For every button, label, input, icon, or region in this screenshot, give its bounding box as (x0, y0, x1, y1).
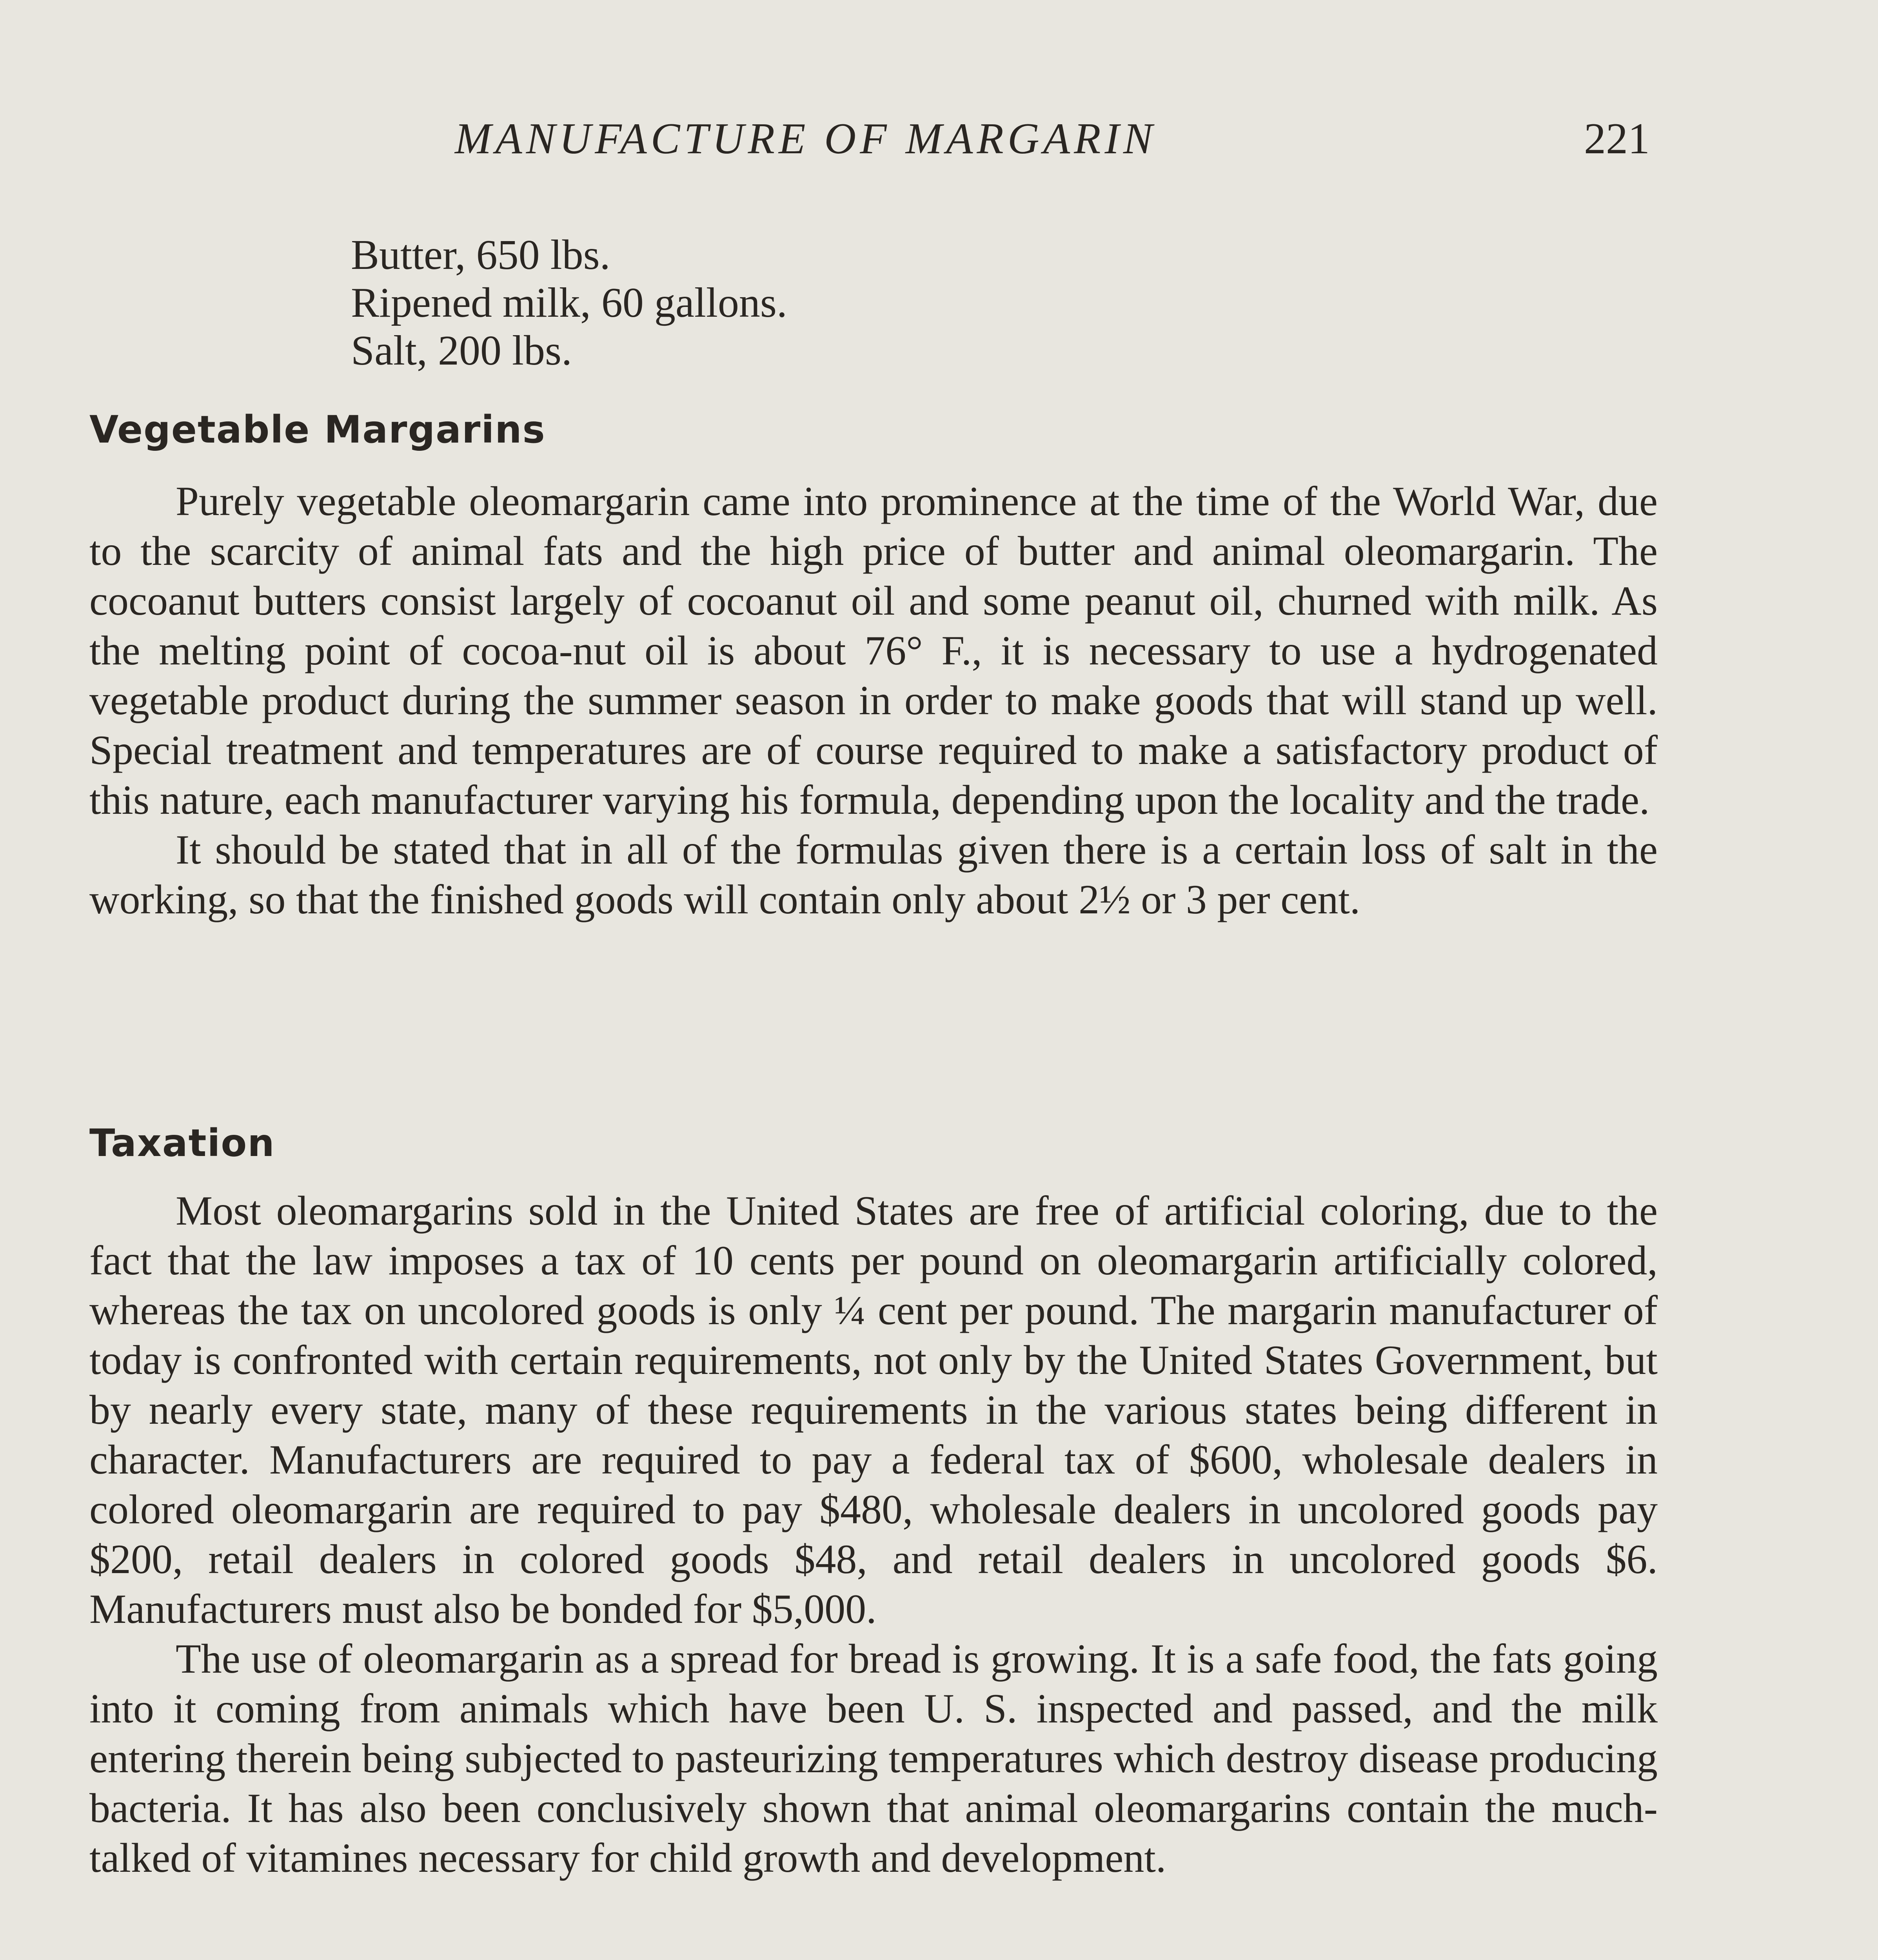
paragraph: Purely vegetable oleomargarin came into prominence at the time of the World War, due to the scarcity of animal fats and the high price of butter and animal oleomargarin. The cocoanut butters consist largely of cocoanut oil and some peanut oil, churned with milk. As the melting point of cocoa-nut oil is about 76° F., it is necessary to use a hydrogenated vegetable product during the summer season in order to make goods that will stand up well. Special treatment and temperatures are of course required to make a satisfactory product of this nature, each manufacturer varying his formula, depending upon the locality and the trade. (89, 478, 1658, 823)
section-heading-taxation: Taxation (89, 1121, 275, 1165)
page-number: 221 (1584, 114, 1650, 163)
paragraph: The use of oleomargarin as a spread for bread is growing. It is a safe food, the fats going into it coming from animals which have been U. S. inspected and passed, and the milk entering therein being subjected to pasteurizing temperatures which destroy disease producing bacteria. It has also been conclusively shown that animal oleomargarins contain the much-talked of vitamines necessary for child growth and development. (89, 1636, 1658, 1881)
section-body-vegetable-margarins (89, 476, 1658, 924)
ingredient-item: Butter, 650 lbs. (351, 232, 610, 278)
paragraph: Most oleomargarins sold in the United States are free of artificial coloring, due to the fact that the law imposes a tax of 10 cents per pound on oleomargarin artificially colored, whereas the tax on uncolored goods is only ¼ cent per pound. The margarin manufacturer of today is confronted with certain requirements, not only by the United States Government, but by nearly every state, many of these requirements in the various states being different in character. Manufacturers are required to pay a federal tax of $600, wholesale dealers in colored oleomargarin are required to pay $480, wholesale dealers in uncolored goods pay $200, retail dealers in colored goods $48, and retail dealers in uncolored goods $6. Manufacturers must also be bonded for $5,000. (89, 1188, 1658, 1632)
paragraph: It should be stated that in all of the formulas given there is a certain loss of salt in the working, so that the finished goods will contain only about 2½ or 3 per cent. (89, 827, 1658, 922)
ingredient-list (351, 231, 787, 375)
ingredient-item: Ripened milk, 60 gallons. (351, 279, 787, 326)
section-heading-vegetable-margarins: Vegetable Margarins (89, 408, 546, 452)
section-body-taxation (89, 1186, 1658, 1883)
ingredient-item: Salt, 200 lbs. (351, 327, 572, 374)
running-title: MANUFACTURE OF MARGARIN (455, 114, 1157, 163)
